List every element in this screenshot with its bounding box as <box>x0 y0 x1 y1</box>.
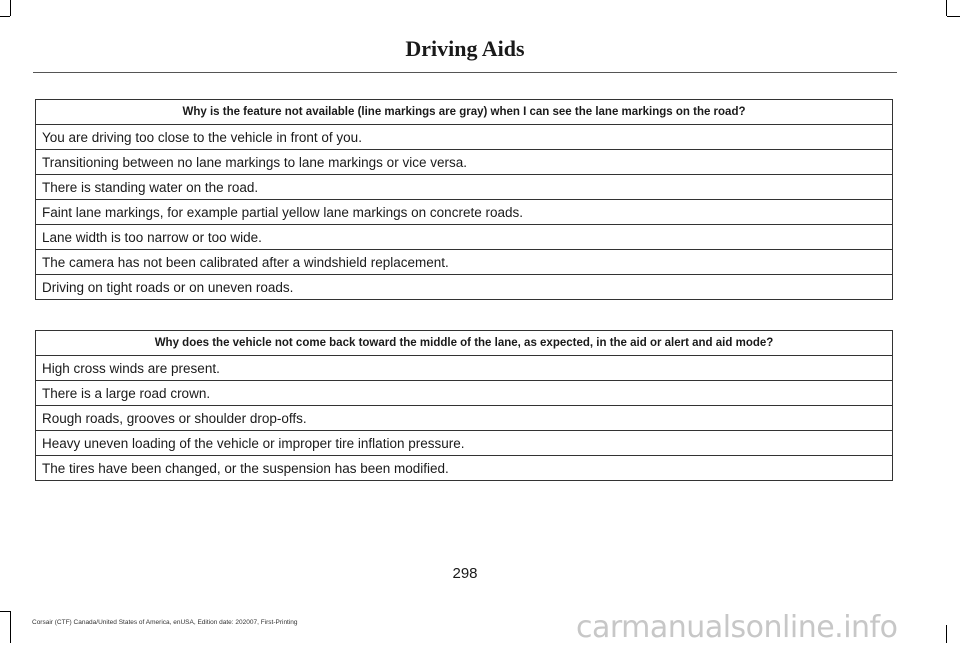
table-header-row <box>36 100 893 125</box>
table-row <box>36 125 893 150</box>
table-row <box>36 200 893 225</box>
table-cell: Lane width is too narrow or too wide. <box>36 225 893 250</box>
table-cell: Faint lane markings, for example partial yellow lane markings on concrete roads. <box>36 200 893 225</box>
table-row <box>36 456 893 481</box>
table-row <box>36 406 893 431</box>
table-cell: There is standing water on the road. <box>36 175 893 200</box>
table-row <box>36 250 893 275</box>
table-question: Why does the vehicle not come back toward the middle of the lane, as expected, in the aid or alert and aid mode? <box>36 331 893 356</box>
table-row <box>36 175 893 200</box>
crop-mark-top-left-horizontal <box>0 16 10 17</box>
crop-mark-bottom-left-horizontal <box>0 611 10 612</box>
crop-mark-top-right-horizontal <box>947 16 960 17</box>
crop-mark-top-left-vertical <box>10 0 11 16</box>
table-row <box>36 356 893 381</box>
table-cell: Transitioning between no lane markings to lane markings or vice versa. <box>36 150 893 175</box>
table-row <box>36 431 893 456</box>
table-row <box>36 381 893 406</box>
edition-footer: Corsair (CTF) Canada/United States of America, enUSA, Edition date: 202007, First-Printing <box>32 619 298 626</box>
table-row <box>36 275 893 300</box>
lane-markings-gray-table <box>35 99 893 300</box>
table-cell: The tires have been changed, or the suspension has been modified. <box>36 456 893 481</box>
table-cell: Heavy uneven loading of the vehicle or improper tire inflation pressure. <box>36 431 893 456</box>
table-header-row <box>36 331 893 356</box>
lane-centering-table <box>35 330 893 481</box>
table-cell: You are driving too close to the vehicle in front of you. <box>36 125 893 150</box>
crop-mark-bottom-left-vertical <box>10 611 11 643</box>
table-row <box>36 150 893 175</box>
crop-mark-top-right-vertical <box>946 0 947 16</box>
table-row <box>36 225 893 250</box>
page-number: 298 <box>452 565 478 582</box>
table-cell: The camera has not been calibrated after a windshield replacement. <box>36 250 893 275</box>
table-cell: Driving on tight roads or on uneven roads. <box>36 275 893 300</box>
table-cell: Rough roads, grooves or shoulder drop-offs. <box>36 406 893 431</box>
page-title: Driving Aids <box>405 36 525 61</box>
table-question: Why is the feature not available (line markings are gray) when I can see the lane markings on the road? <box>36 100 893 125</box>
table-cell: High cross winds are present. <box>36 356 893 381</box>
table-cell: There is a large road crown. <box>36 381 893 406</box>
title-divider <box>33 72 897 73</box>
watermark: carmanualsonline.info <box>576 610 898 645</box>
crop-mark-bottom-right-vertical <box>946 625 947 643</box>
